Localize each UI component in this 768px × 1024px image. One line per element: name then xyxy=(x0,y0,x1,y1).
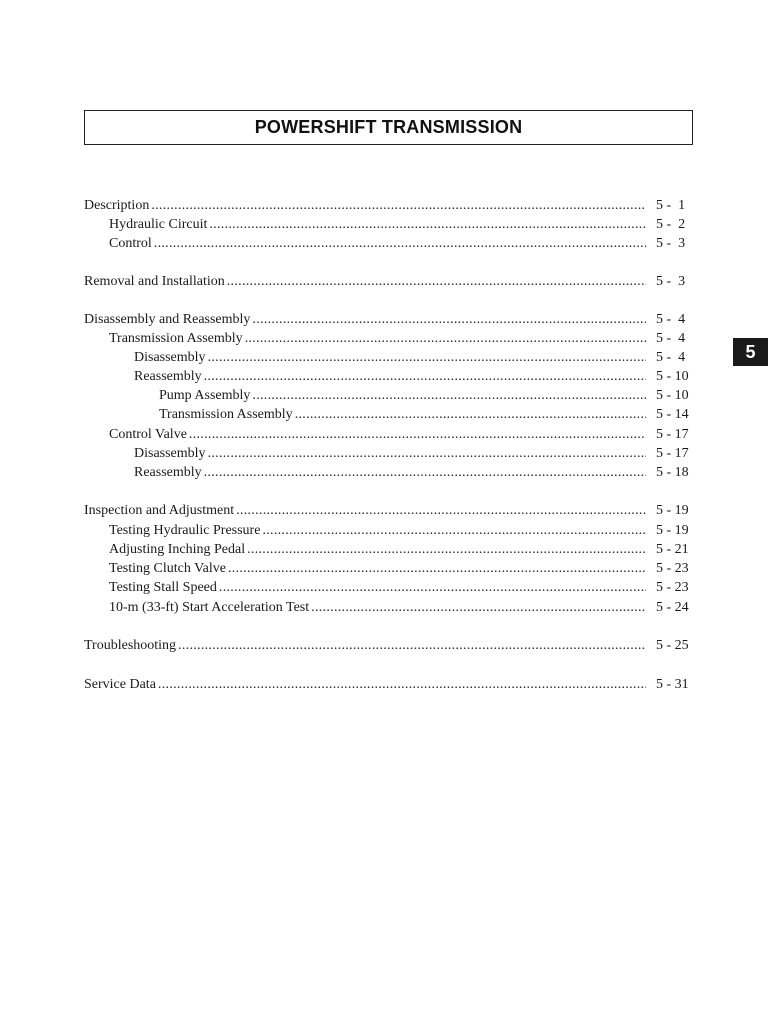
toc-leader-dots xyxy=(209,216,646,233)
toc-leader-dots xyxy=(228,560,646,577)
toc-entry[interactable] xyxy=(84,635,646,654)
toc-entry[interactable] xyxy=(84,271,646,290)
toc-entry-label: Inspection and Adjustment xyxy=(84,503,235,518)
toc-leader-dots xyxy=(245,330,646,347)
toc-entry-page: 5 - 10 xyxy=(656,388,689,403)
toc-entry[interactable] xyxy=(84,309,646,328)
toc-leader-dots xyxy=(262,522,646,539)
toc-leader-dots xyxy=(204,368,646,385)
toc-leader-dots xyxy=(154,235,646,252)
toc-entry[interactable] xyxy=(159,385,646,404)
toc-entry-page: 5 - 3 xyxy=(656,236,686,251)
toc-entry[interactable] xyxy=(134,443,646,462)
toc-entry-label: Reassembly xyxy=(134,369,202,384)
toc-entry-page: 5 - 21 xyxy=(656,542,689,557)
toc-entry-label: Description xyxy=(84,198,150,213)
toc-entry-label: Disassembly xyxy=(134,446,206,461)
page-title: POWERSHIFT TRANSMISSION xyxy=(254,117,523,137)
toc-leader-dots xyxy=(189,426,646,443)
toc-entry[interactable] xyxy=(109,520,646,539)
toc-entry[interactable] xyxy=(109,597,646,616)
toc-entry-label: Control Valve xyxy=(109,427,187,442)
toc-leader-dots xyxy=(227,273,646,290)
toc-entry[interactable] xyxy=(109,233,646,252)
toc-entry-label: Control xyxy=(109,236,152,251)
toc-entry-page: 5 - 25 xyxy=(656,638,689,653)
toc-entry-page: 5 - 3 xyxy=(656,274,686,289)
toc-entry-label: Testing Hydraulic Pressure xyxy=(109,523,261,538)
toc-entry[interactable] xyxy=(109,558,646,577)
toc-entry[interactable] xyxy=(134,366,646,385)
toc-entry-label: Transmission Assembly xyxy=(159,407,293,422)
toc-entry[interactable] xyxy=(134,462,646,481)
toc-entry-label: Service Data xyxy=(84,677,156,692)
toc-leader-dots xyxy=(295,406,646,423)
section-tab-badge: 5 xyxy=(733,338,768,366)
toc-entry-page: 5 - 19 xyxy=(656,503,689,518)
toc-entry[interactable] xyxy=(159,404,646,423)
toc-leader-dots xyxy=(219,579,646,596)
toc-entry-label: Testing Stall Speed xyxy=(109,580,217,595)
toc-entry[interactable] xyxy=(109,577,646,596)
toc-entry-page: 5 - 2 xyxy=(656,217,686,232)
toc-entry-label: Removal and Installation xyxy=(84,274,225,289)
toc-entry-page: 5 - 4 xyxy=(656,331,686,346)
toc-leader-dots xyxy=(252,387,646,404)
toc-entry[interactable] xyxy=(84,500,646,519)
toc-entry[interactable] xyxy=(109,328,646,347)
toc-entry-page: 5 - 17 xyxy=(656,427,689,442)
toc-leader-dots xyxy=(247,541,646,558)
toc-entry-page: 5 - 14 xyxy=(656,407,689,422)
toc-entry-page: 5 - 4 xyxy=(656,350,686,365)
toc-leader-dots xyxy=(208,445,646,462)
toc-entry-page: 5 - 10 xyxy=(656,369,689,384)
toc-entry-page: 5 - 1 xyxy=(656,198,686,213)
toc-leader-dots xyxy=(311,599,646,616)
toc-entry-label: Disassembly xyxy=(134,350,206,365)
toc-entry-page: 5 - 18 xyxy=(656,465,689,480)
toc-entry[interactable] xyxy=(109,424,646,443)
toc-entry[interactable] xyxy=(84,195,646,214)
toc-leader-dots xyxy=(178,637,646,654)
toc-entry-label: Adjusting Inching Pedal xyxy=(109,542,246,557)
toc-entry[interactable] xyxy=(84,674,646,693)
toc-entry-page: 5 - 23 xyxy=(656,580,689,595)
toc-entry-page: 5 - 19 xyxy=(656,523,689,538)
toc-entry-page: 5 - 4 xyxy=(656,312,686,327)
toc-entry-page: 5 - 23 xyxy=(656,561,689,576)
toc-entry-label: Testing Clutch Valve xyxy=(109,561,226,576)
toc-entry-label: Reassembly xyxy=(134,465,202,480)
toc-entry[interactable] xyxy=(134,347,646,366)
toc-entry-label: Hydraulic Circuit xyxy=(109,217,208,232)
toc-leader-dots xyxy=(151,197,646,214)
toc-leader-dots xyxy=(158,676,646,693)
toc-entry-page: 5 - 17 xyxy=(656,446,689,461)
toc-leader-dots xyxy=(208,349,646,366)
toc-entry-label: Troubleshooting xyxy=(84,638,177,653)
toc-entry-label: Transmission Assembly xyxy=(109,331,243,346)
toc-entry-label: Pump Assembly xyxy=(159,388,251,403)
toc-entry[interactable] xyxy=(109,539,646,558)
toc-entry-label: Disassembly and Reassembly xyxy=(84,312,251,327)
toc-entry-page: 5 - 24 xyxy=(656,600,689,615)
toc-leader-dots xyxy=(252,311,646,328)
toc-entry-page: 5 - 31 xyxy=(656,677,689,692)
toc-leader-dots xyxy=(204,464,646,481)
toc-leader-dots xyxy=(236,502,646,519)
toc-entry[interactable] xyxy=(109,214,646,233)
toc-entry-label: 10-m (33-ft) Start Acceleration Test xyxy=(109,600,310,615)
